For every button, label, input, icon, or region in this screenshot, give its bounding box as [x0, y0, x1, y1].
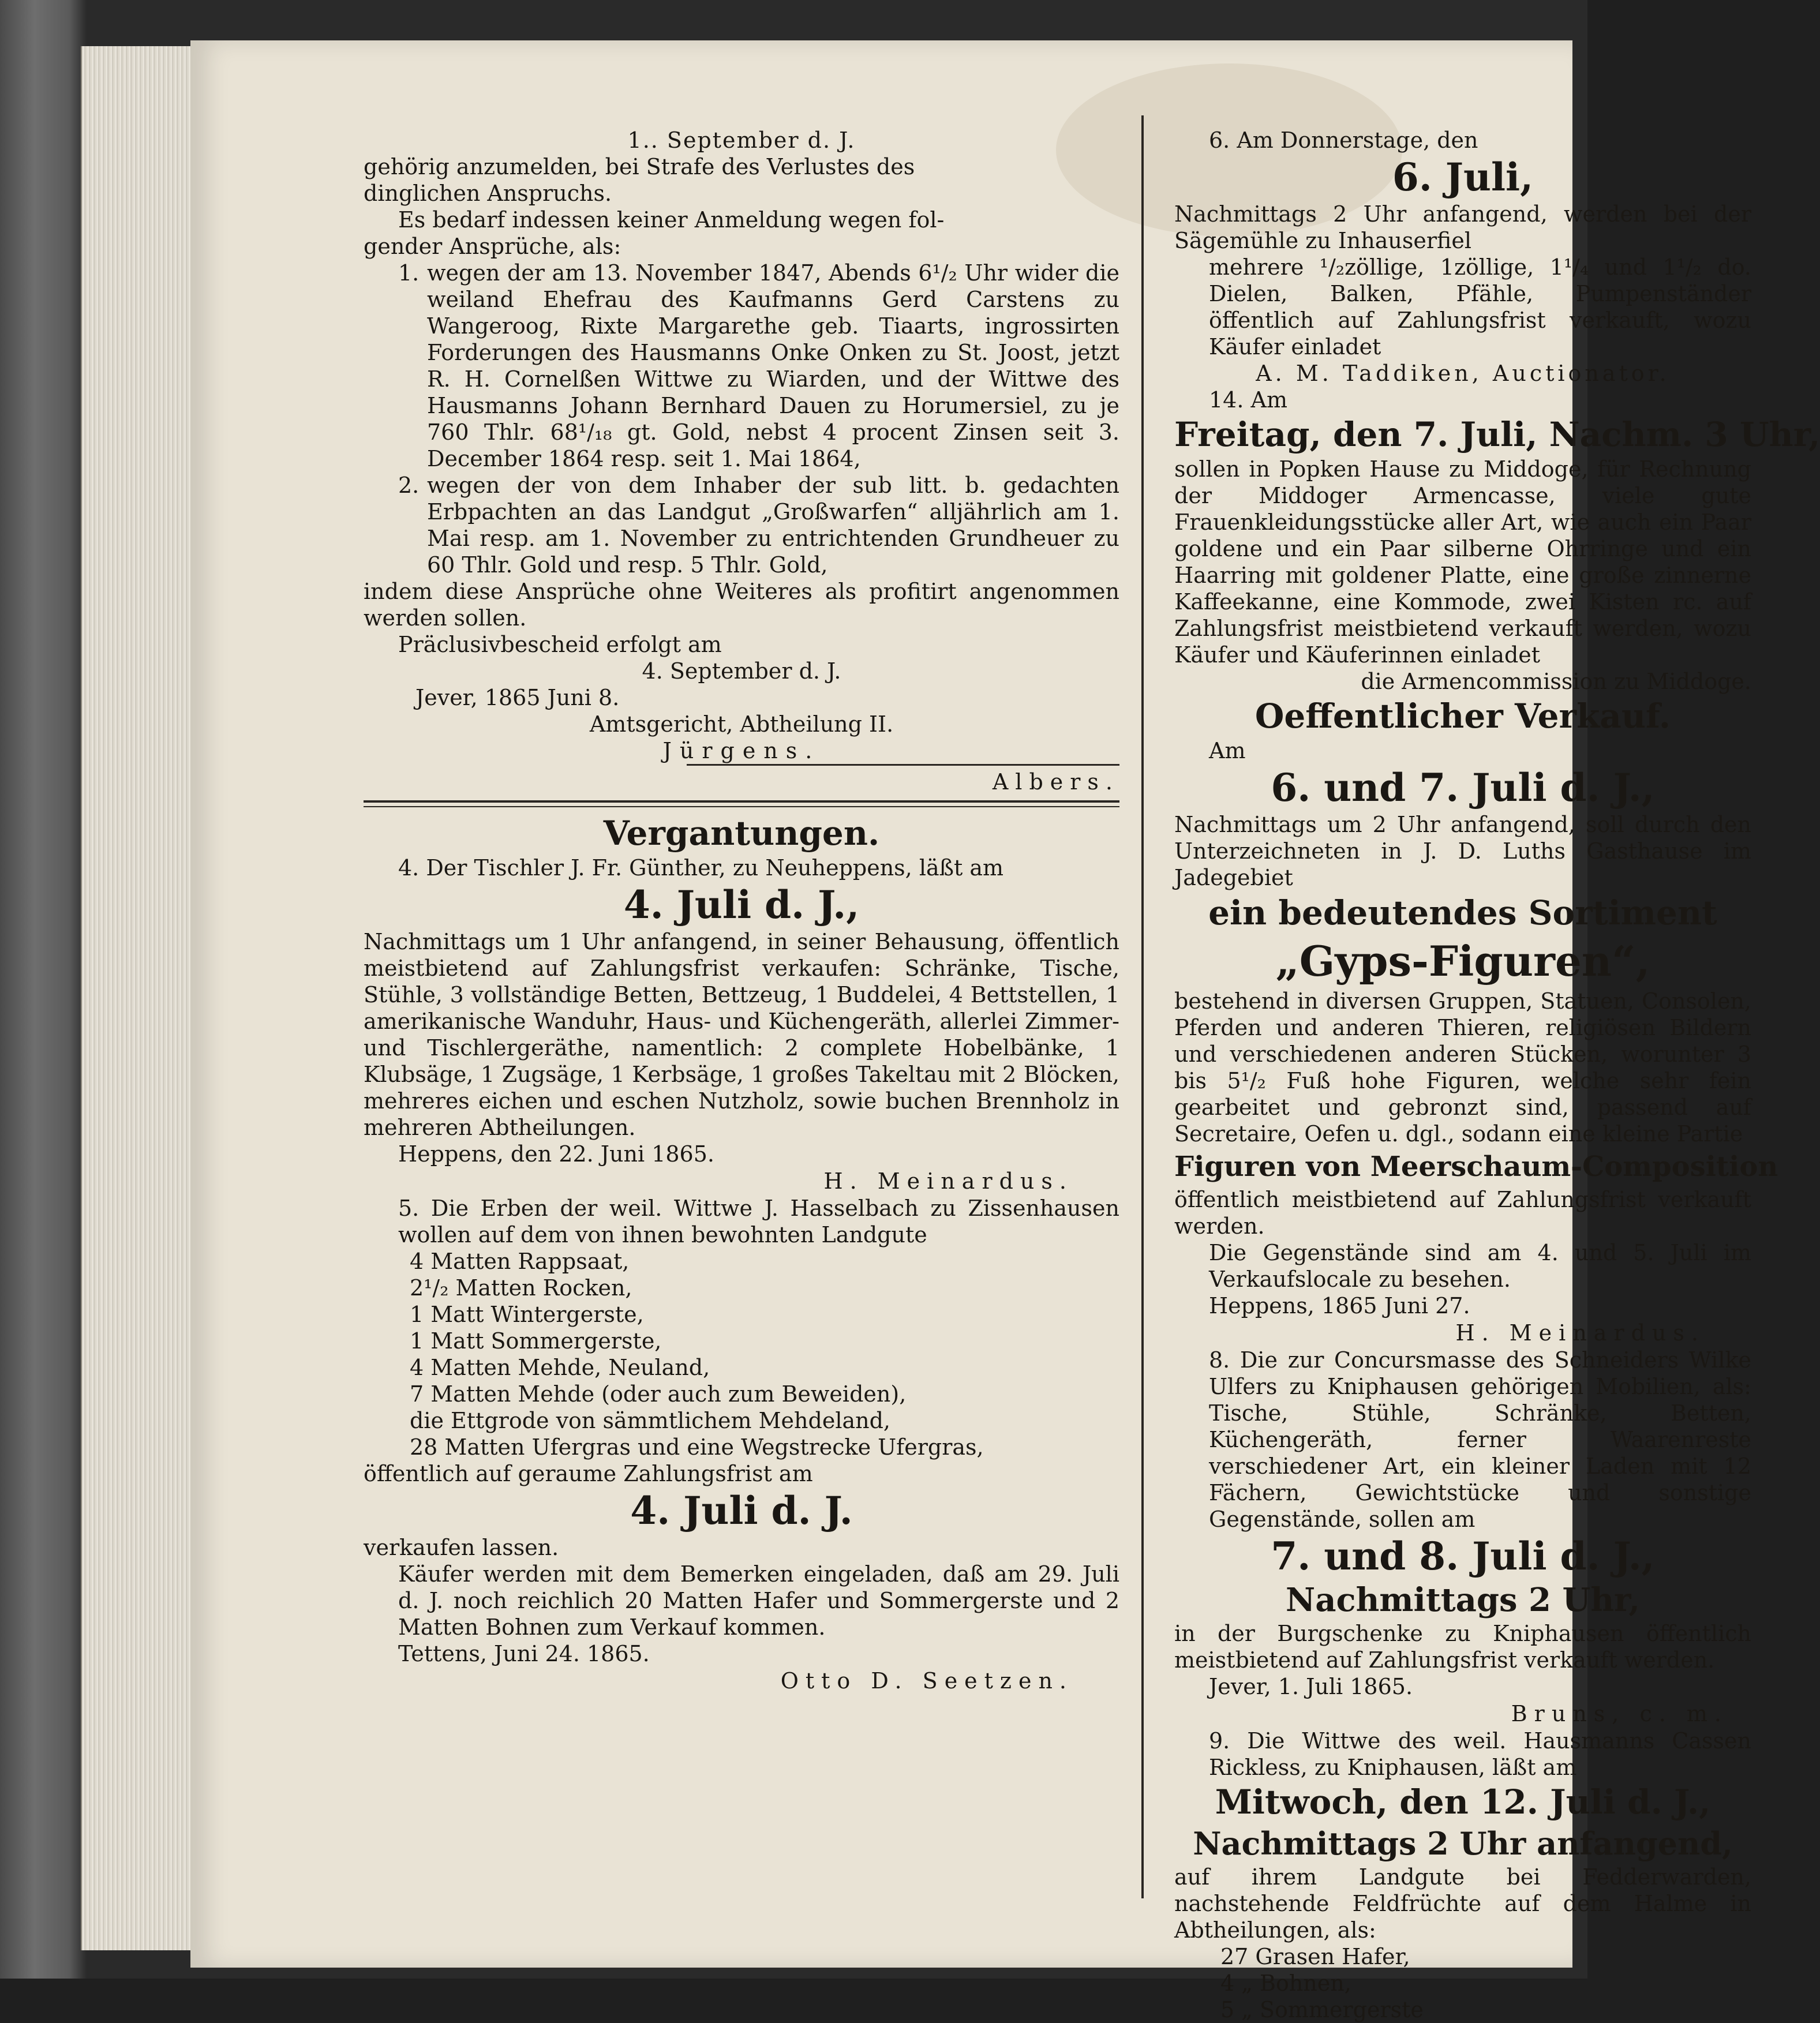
right-column	[1174, 127, 1820, 2023]
list-item: 5 „ Sommergerste	[1220, 1997, 1424, 2022]
intro-line: Es bedarf indessen keiner Anmeldung wegen fol-	[398, 207, 945, 233]
notice-text: verkaufen lassen.	[364, 1535, 559, 1560]
notice-text: Nachmittags um 1 Uhr anfangend, in seiner Behausung, öffentlich meistbietend auf Zahlungsfrist verkaufen: Schränke, Tische, Stühle, 3 vollständige Betten, Bettzeug, 1 Buddelei, 4 Bettstellen, 1 amerikanische Wanduhr, Haus- und Küchengeräth, allerlei Zimmer- und Tischlergeräthe, namentlich: 2 complete Hobelbänke, 1 Klubsäge, 1 Zugsäge, 1 Kerbsäge, 1 großes Takeltau mit 2 Blöcken, mehreres eichen und eschen Nutzholz, sowie buchen Brennholz in mehreren Abtheilungen.	[364, 929, 1119, 1140]
notice-text: Käufer werden mit dem Bemerken eingeladen, daß am 29. Juli d. J. noch reichlich 20 Matten Hafer und Sommergerste und 2 Matten Bohnen zum Verkauf kommen.	[398, 1561, 1119, 1640]
intro-date: 1.. September d. J.	[627, 128, 856, 153]
notice-intro: 6. Am Donnerstage, den	[1209, 128, 1478, 153]
notice-text: mehrere ¹/₂zöllige, 1zöllige, 1¹/₄ und 1¹/₂ do. Dielen, Balken, Pfähle, Pumpenständer öffentlich auf Zahlungsfrist verkauft, wozu Käufer einladet	[1209, 254, 1751, 359]
notice-text: bestehend in diversen Gruppen, Statuen, Consolen, Pferden und anderen Thieren, religiösen Bildern und verschiedenen anderen Stücken, worunter 3 bis 5¹/₂ Fuß hohe Figuren, welche sehr fein gearbeitet und gebronzt sind, passend auf Secretaire, Oefen u. dgl., sodann eine kleine Partie	[1174, 988, 1751, 1147]
highlight-text: Figuren von Meerschaum-Composition	[1174, 1151, 1778, 1183]
notice-time: Nachmittags 2 Uhr anfangend,	[1193, 1825, 1733, 1862]
crop-list	[1174, 1943, 1751, 2023]
column-rule	[1141, 115, 1144, 1898]
notice-text: auf ihrem Landgute bei Fedderwarden, nachstehende Feldfrüchte auf dem Halme in Abtheilungen, als:	[1174, 1864, 1751, 1943]
notice-place: Heppens, den 22. Juni 1865.	[398, 1141, 714, 1167]
notice-date: 7. und 8. Juli d. J.,	[1271, 1534, 1655, 1579]
notice-text: öffentlich meistbietend auf Zahlungsfrist verkauft werden.	[1174, 1187, 1751, 1239]
claim-number: 2.	[398, 473, 420, 498]
signer: Jürgens.	[662, 738, 821, 763]
list-item: 27 Grasen Hafer,	[1220, 1944, 1410, 1969]
crop-list	[364, 1248, 1119, 1460]
notice-place: Tettens, Juni 24. 1865.	[398, 1641, 650, 1666]
signer: Otto D. Seetzen.	[780, 1668, 1073, 1694]
list-item: 28 Matten Ufergras und eine Wegstrecke Ufergras,	[410, 1434, 984, 1460]
list-item: 7 Matten Mehde (oder auch zum Beweiden),	[410, 1381, 907, 1407]
signer: H. Meinardus.	[823, 1168, 1073, 1194]
notice-date: 4. Juli d. J.	[630, 1488, 853, 1533]
notice-date: Freitag, den 7. Juli, Nachm. 3 Uhr,	[1174, 415, 1820, 454]
newspaper-page	[190, 40, 1820, 2022]
notice-text: in der Burgschenke zu Kniphausen öffentlich meistbietend auf Zahlungsfrist verkauft werden.	[1174, 1621, 1751, 1673]
preclusion-date: 4. September d. J.	[642, 658, 841, 684]
notice-place: Jever, 1. Juli 1865.	[1209, 1674, 1413, 1699]
list-item: 4 Matten Rappsaat,	[410, 1249, 630, 1274]
preclusion-text: Präclusivbescheid erfolgt am	[398, 632, 722, 657]
notice-text: öffentlich auf geraume Zahlungsfrist am	[364, 1461, 813, 1486]
claims-outro: indem diese Ansprüche ohne Weiteres als profitirt angenommen werden sollen.	[364, 579, 1119, 631]
signer: A. M. Taddiken, Auctionator.	[1256, 361, 1670, 386]
list-item: 4 Matten Mehde, Neuland,	[410, 1355, 710, 1380]
signer: Albers.	[687, 764, 1119, 796]
intro-line: dinglichen Anspruchs.	[364, 181, 612, 206]
claim-item	[364, 472, 1119, 578]
intro-line: gehörig anzumelden, bei Strafe des Verlustes des	[364, 154, 915, 179]
court-name: Amtsgericht, Abtheilung II.	[589, 711, 894, 737]
section-divider	[364, 800, 1119, 807]
signer: die Armencommission zu Middoge.	[1361, 669, 1751, 694]
section-title: Oeffentlicher Verkauf.	[1254, 696, 1671, 736]
claim-text: wegen der von dem Inhaber der sub litt. b. gedachten Erbpachten an das Landgut „Großwarfen“ alljährlich am 1. Mai resp. am 1. November zu entrichtenden Grundheuer zu 60 Thlr. Gold und resp. 5 Thlr. Gold,	[427, 473, 1119, 578]
notice-text: Die Gegenstände sind am 4. und 5. Juli im Verkaufslocale zu besehen.	[1209, 1240, 1751, 1292]
notice-text: sollen in Popken Hause zu Middoge, für Rechnung der Middoger Armencasse, viele gute Frauenkleidungsstücke aller Art, wie auch ein Paar goldene und ein Paar silberne Ohrringe und ein Haarring mit goldener Platte, eine große zinnerne Kaffeekanne, eine Kommode, zwei Kisten rc. auf Zahlungsfrist meistbietend verkauft werden, wozu Käufer und Käuferinnen einladet	[1174, 456, 1751, 668]
highlight-text: ein bedeutendes Sortiment	[1208, 893, 1717, 932]
place-date: Jever, 1865 Juni 8.	[415, 685, 620, 710]
intro-line: gender Ansprüche, als:	[364, 234, 621, 259]
list-item: 2¹/₂ Matten Rocken,	[410, 1275, 632, 1301]
signer: Bruns, c. m.	[1511, 1701, 1728, 1726]
notice-date: 4. Juli d. J.,	[623, 882, 860, 927]
left-column	[364, 127, 1119, 1695]
list-item: 1 Matt Sommergerste,	[410, 1328, 662, 1354]
list-item: 4 „ Bohnen,	[1220, 1970, 1351, 1996]
notice-intro: 5. Die Erben der weil. Wittwe J. Hasselbach zu Zissenhausen wollen auf dem von ihnen bewohnten Landgute	[398, 1196, 1119, 1247]
claim-text: wegen der am 13. November 1847, Abends 6¹/₂ Uhr wider die weiland Ehefrau des Kaufmanns Gerd Carstens zu Wangeroog, Rixte Margarethe geb. Tiaarts, ingrossirten Forderungen des Hausmanns Onke Onken zu St. Joost, jetzt R. H. Cornelßen Wittwe zu Wiarden, und der Wittwe des Hausmanns Johann Bernhard Dauen zu Horumersiel, zu je 760 Thlr. 68¹/₁₈ gt. Gold, nebst 4 procent Zinsen seit 3. December 1864 resp. seit 1. Mai 1864,	[427, 260, 1119, 471]
notice-place: Heppens, 1865 Juni 27.	[1209, 1293, 1470, 1318]
notice-text: Nachmittags 2 Uhr anfangend, werden bei der Sägemühle zu Inhauserfiel	[1174, 201, 1751, 253]
signer: H. Meinardus.	[1455, 1320, 1705, 1346]
highlight-text: „Gyps-Figuren“,	[1275, 936, 1650, 986]
notice-date: 6. Juli,	[1392, 155, 1534, 200]
notice-text: 8. Die zur Concursmasse des Schneiders Wilke Ulfers zu Kniphausen gehörigen Mobilien, als: Tische, Stühle, Schränke, Betten, Küchengeräth, ferner Waarenreste verschiedener Art, ein kleiner Laden mit 12 Fächern, Gewichtstücke und sonstige Gegenstände, sollen am	[1209, 1347, 1751, 1532]
list-item: 1 Matt Wintergerste,	[410, 1302, 644, 1327]
notice-intro: 14. Am	[1209, 387, 1287, 413]
claim-item	[364, 260, 1119, 472]
claim-number: 1.	[398, 260, 420, 286]
notice-intro: Am	[1209, 738, 1246, 763]
notice-date: 6. und 7. Juli d. J.,	[1271, 765, 1655, 810]
notice-intro: 4. Der Tischler J. Fr. Günther, zu Neuheppens, läßt am	[398, 855, 1004, 881]
notice-text: 9. Die Wittwe des weil. Hausmanns Cassen Rickless, zu Kniphausen, läßt am	[1209, 1728, 1751, 1780]
section-title: Vergantungen.	[603, 814, 880, 853]
notice-time: Nachmittags 2 Uhr,	[1286, 1581, 1640, 1619]
notice-text: Nachmittags um 2 Uhr anfangend, soll durch den Unterzeichneten in J. D. Luths Gasthause im Jadegebiet	[1174, 812, 1751, 890]
notice-date: Mitwoch, den 12. Juli d. J.,	[1215, 1782, 1711, 1822]
list-item: die Ettgrode von sämmtlichem Mehdeland,	[410, 1408, 891, 1433]
